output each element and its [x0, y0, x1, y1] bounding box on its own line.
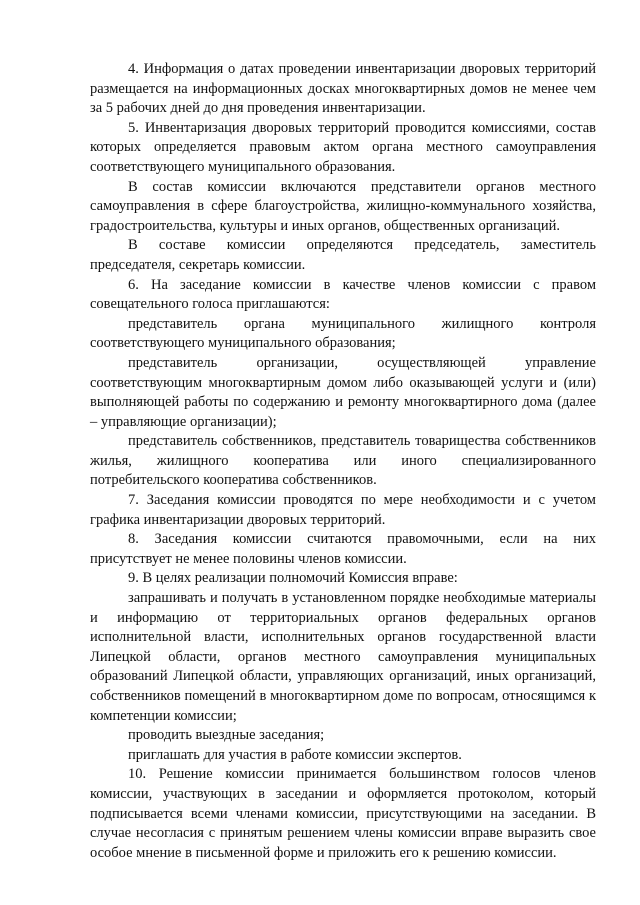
paragraph-item-8: 8. Заседания комиссии считаются правомочными, если на них присутствует не менее половины членов комиссии. — [90, 531, 596, 567]
list-item-invite-experts: приглашать для участия в работе комиссии экспертов. — [128, 746, 462, 763]
paragraph-item-7: 7. Заседания комиссии проводятся по мере необходимости и с учетом графика инвентаризации дворовых территорий. — [90, 492, 596, 528]
document-body — [90, 60, 596, 863]
paragraph-item-6: 6. На заседание комиссии в качестве членов комиссии с правом совещательного голоса приглашаются: — [90, 276, 596, 313]
list-item-request-materials: запрашивать и получать в установленном порядке необходимые материалы и информацию от территориальных органов федеральных органов исполнительной власти, исполнительных органов государственной власти Липецкой области, органов местного самоуправления муниципальных образований Липецкой области, управляющих организаций, иных организаций, собственников помещений в многоквартирном доме по вопросам, относящимся к компетенции комиссии; — [90, 590, 596, 724]
paragraph-commission-composition: В состав комиссии включаются представители органов местного самоуправления в сфере благоустройства, жилищно-коммунального хозяйства, градостроительства, культуры и иных органов, общественных организаций. — [90, 178, 596, 234]
list-item-field-meetings: проводить выездные заседания; — [128, 727, 325, 744]
paragraph-item-9: 9. В целях реализации полномочий Комиссия вправе: — [128, 570, 458, 587]
list-item-owners-rep: представитель собственников, представитель товарищества собственников жилья, жилищного кооператива или иного специализированного потребительского кооператива собственников. — [90, 433, 596, 489]
paragraph-item-10: 10. Решение комиссии принимается большинством голосов членов комиссии, участвующих в заседании и оформляется протоколом, который подписывается всеми членами комиссии, присутствующими на заседании. В случае несогласия с принятым решением члены комиссии вправе выразить свое особое мнение в письменной форме и приложить его к решению комиссии. — [90, 766, 596, 861]
paragraph-commission-officers: В составе комиссии определяются председатель, заместитель председателя, секретарь комиссии. — [90, 237, 596, 273]
paragraph-item-5: 5. Инвентаризация дворовых территорий проводится комиссиями, состав которых определяется правовым актом органа местного самоуправления соответствующего муниципального образования. — [90, 119, 596, 175]
list-item-housing-control: представитель органа муниципального жилищного контроля соответствующего муниципального образования; — [90, 315, 596, 352]
paragraph-item-4: 4. Информация о датах проведении инвентаризации дворовых территорий размещается на информационных досках многоквартирных домов не менее чем за 5 рабочих дней до дня проведения инвентаризации. — [90, 61, 596, 117]
list-item-management-org: представитель организации, осуществляющей управление соответствующим многоквартирным домом либо оказывающей услуги и (или) выполняющей работы по содержанию и ремонту многоквартирного дома (далее – управляющие организации); — [90, 354, 596, 430]
